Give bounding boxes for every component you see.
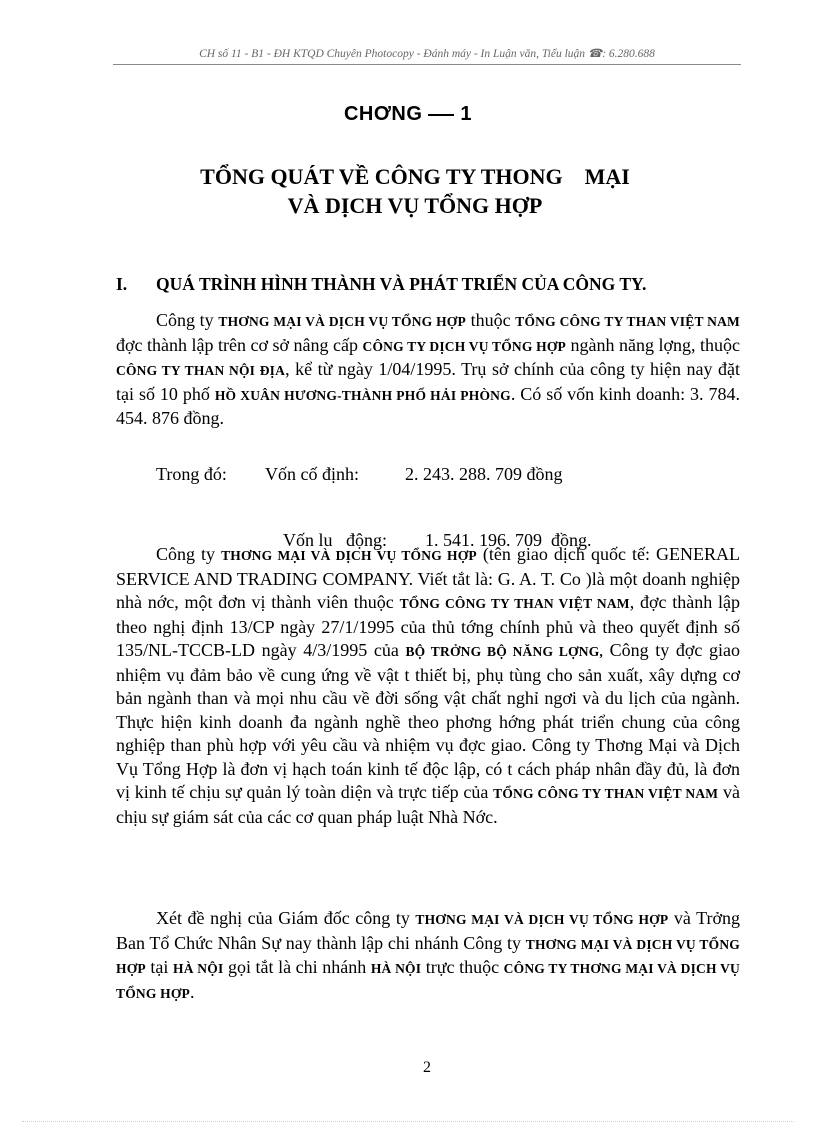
- predecessor-company-name: CÔNG TY DỊCH VỤ TỔNG HỢP: [362, 338, 566, 354]
- section-heading: [116, 274, 756, 295]
- paragraph-1: [116, 309, 740, 431]
- chapter-title: [0, 162, 816, 220]
- text-run: gọi tắt là chi nhánh: [223, 957, 371, 977]
- paragraph-3: [116, 907, 740, 1005]
- city-name: HÀ NỘI: [370, 961, 422, 976]
- page-bottom-border: [22, 1121, 794, 1122]
- text-run: Công ty đợc giao nhiệm vụ đảm bảo về cung ứng về vật t thiết bị, phụ tùng cho sản xuất, xây dựng cơ bản ngành than và mọi nhu cầu về đời sống vật chất nghỉ ngơi và du lịch của ngành. Thực hiện kinh doanh đa ngành nghề theo phơng hớng phát triển chung của công nghiệp than phù hợp với yêu cầu và nhiệm vụ đợc giao. Công ty Thơng Mại và Dịch Vụ Tổng Hợp là đơn vị hạch toán kinh tế độc lập, có t cách pháp nhân đầy đủ, là đơn vị kinh tế chịu sự quản lý toàn diện và trực tiếp của: [116, 640, 740, 802]
- text-run: đợc thành lập trên cơ sở nâng cấp: [116, 334, 363, 355]
- text-run: Xét đề nghị của Giám đốc công ty: [156, 908, 416, 928]
- section-number: I.: [116, 274, 128, 294]
- text-run: , đợc thành lập theo nghị định 13/CP ngày 27/1/1995 của thủ tớng chính phủ và theo quyết định số 135/NL-TCCB-LD ngày 4/3/1995 của: [116, 592, 740, 660]
- text-run: và chịu sự giám sát của các cơ quan pháp luật Nhà Nớc.: [116, 782, 740, 827]
- text-run: , kể từ ngày 1/04/1995. Trụ sở chính của công ty hiện nay đặt tại số 10 phố: [116, 359, 740, 404]
- text-run: Công ty: [156, 544, 222, 564]
- text-run: Công ty: [156, 310, 219, 330]
- domestic-coal-company-name: CÔNG TY THAN NỘI ĐỊA: [116, 363, 286, 378]
- capital-fixed-row: [116, 463, 740, 487]
- text-run: (tên giao dịch quốc tế: GENERAL SERVICE AND TRADING COMPANY. Viết tắt là: G. A. T. Co )là một doanh nghiệp nhà nớc, một đơn vị thành viên thuộc: [116, 544, 740, 612]
- chapter-title-line1: TỔNG QUÁT VỀ CÔNG TY THONG MẠI: [200, 164, 630, 189]
- chapter-number: 1: [460, 103, 473, 125]
- section-title: QUÁ TRÌNH HÌNH THÀNH VÀ PHÁT TRIỂN CỦA CÔNG TY.: [156, 274, 647, 294]
- text-run: ngành năng lợng, thuộc: [565, 334, 740, 355]
- parent-company-name: TỔNG CÔNG TY THAN VIỆT NAM: [399, 596, 630, 611]
- company-name: CÔNG TY THƠNG MẠI VÀ DỊCH VỤ TỔNG HỢP: [116, 961, 740, 1001]
- chapter-dash: [428, 114, 454, 116]
- ministry-name: BỘ TRỞNG BỘ NĂNG LỢNG,: [405, 644, 603, 659]
- company-name: THƠNG MẠI VÀ DỊCH VỤ TỔNG HỢP: [116, 936, 740, 976]
- city-name: HÀ NỘI: [173, 961, 224, 976]
- paragraph-2: [116, 543, 740, 829]
- address: HỒ XUÂN HƯƠNG-THÀNH PHỐ HẢI PHÒNG: [214, 387, 511, 403]
- text-run: và Trởng Ban Tổ Chức Nhân Sự nay thành lập chi nhánh Công ty: [116, 908, 740, 953]
- chapter-title-line2: VÀ DỊCH VỤ TỔNG HỢP: [287, 193, 543, 218]
- text-run: .: [189, 981, 195, 1002]
- text-run: . Có số vốn kinh doanh: 3. 784. 454. 876 đồng.: [116, 383, 740, 428]
- page-number: 2: [423, 1059, 431, 1076]
- fixed-capital-value: 2. 243. 288. 709 đồng: [405, 464, 563, 484]
- chapter-label: CHƠNG: [343, 103, 423, 125]
- capital-intro: Trong đó:: [156, 464, 227, 484]
- working-capital-label: Vốn lu động:: [283, 529, 388, 550]
- chapter-heading: [0, 103, 816, 126]
- working-capital-value: 1. 541. 196. 709 đồng.: [425, 529, 592, 550]
- text-run: trực thuộc: [421, 957, 504, 977]
- parent-company-name: TỔNG CÔNG TY THAN VIỆT NAM: [493, 786, 719, 801]
- fixed-capital-label: Vốn cố định:: [265, 464, 359, 484]
- text-run: thuộc: [465, 310, 516, 330]
- parent-company-name: TỔNG CÔNG TY THAN VIỆT NAM: [515, 314, 740, 329]
- page-header: CH số 11 - B1 - ĐH KTQD Chuyên Photocopy - Đánh máy - In Luận văn, Tiểu luận ☎: 6.280.688: [113, 46, 741, 65]
- text-run: tại: [145, 957, 173, 977]
- company-name: THƠNG MẠI VÀ DỊCH VỤ TỔNG HỢP: [221, 548, 477, 563]
- company-name: THƠNG MẠI VÀ DỊCH VỤ TỔNG HỢP: [415, 912, 669, 927]
- company-name: THƠNG MẠI VÀ DỊCH VỤ TỔNG HỢP: [218, 314, 466, 329]
